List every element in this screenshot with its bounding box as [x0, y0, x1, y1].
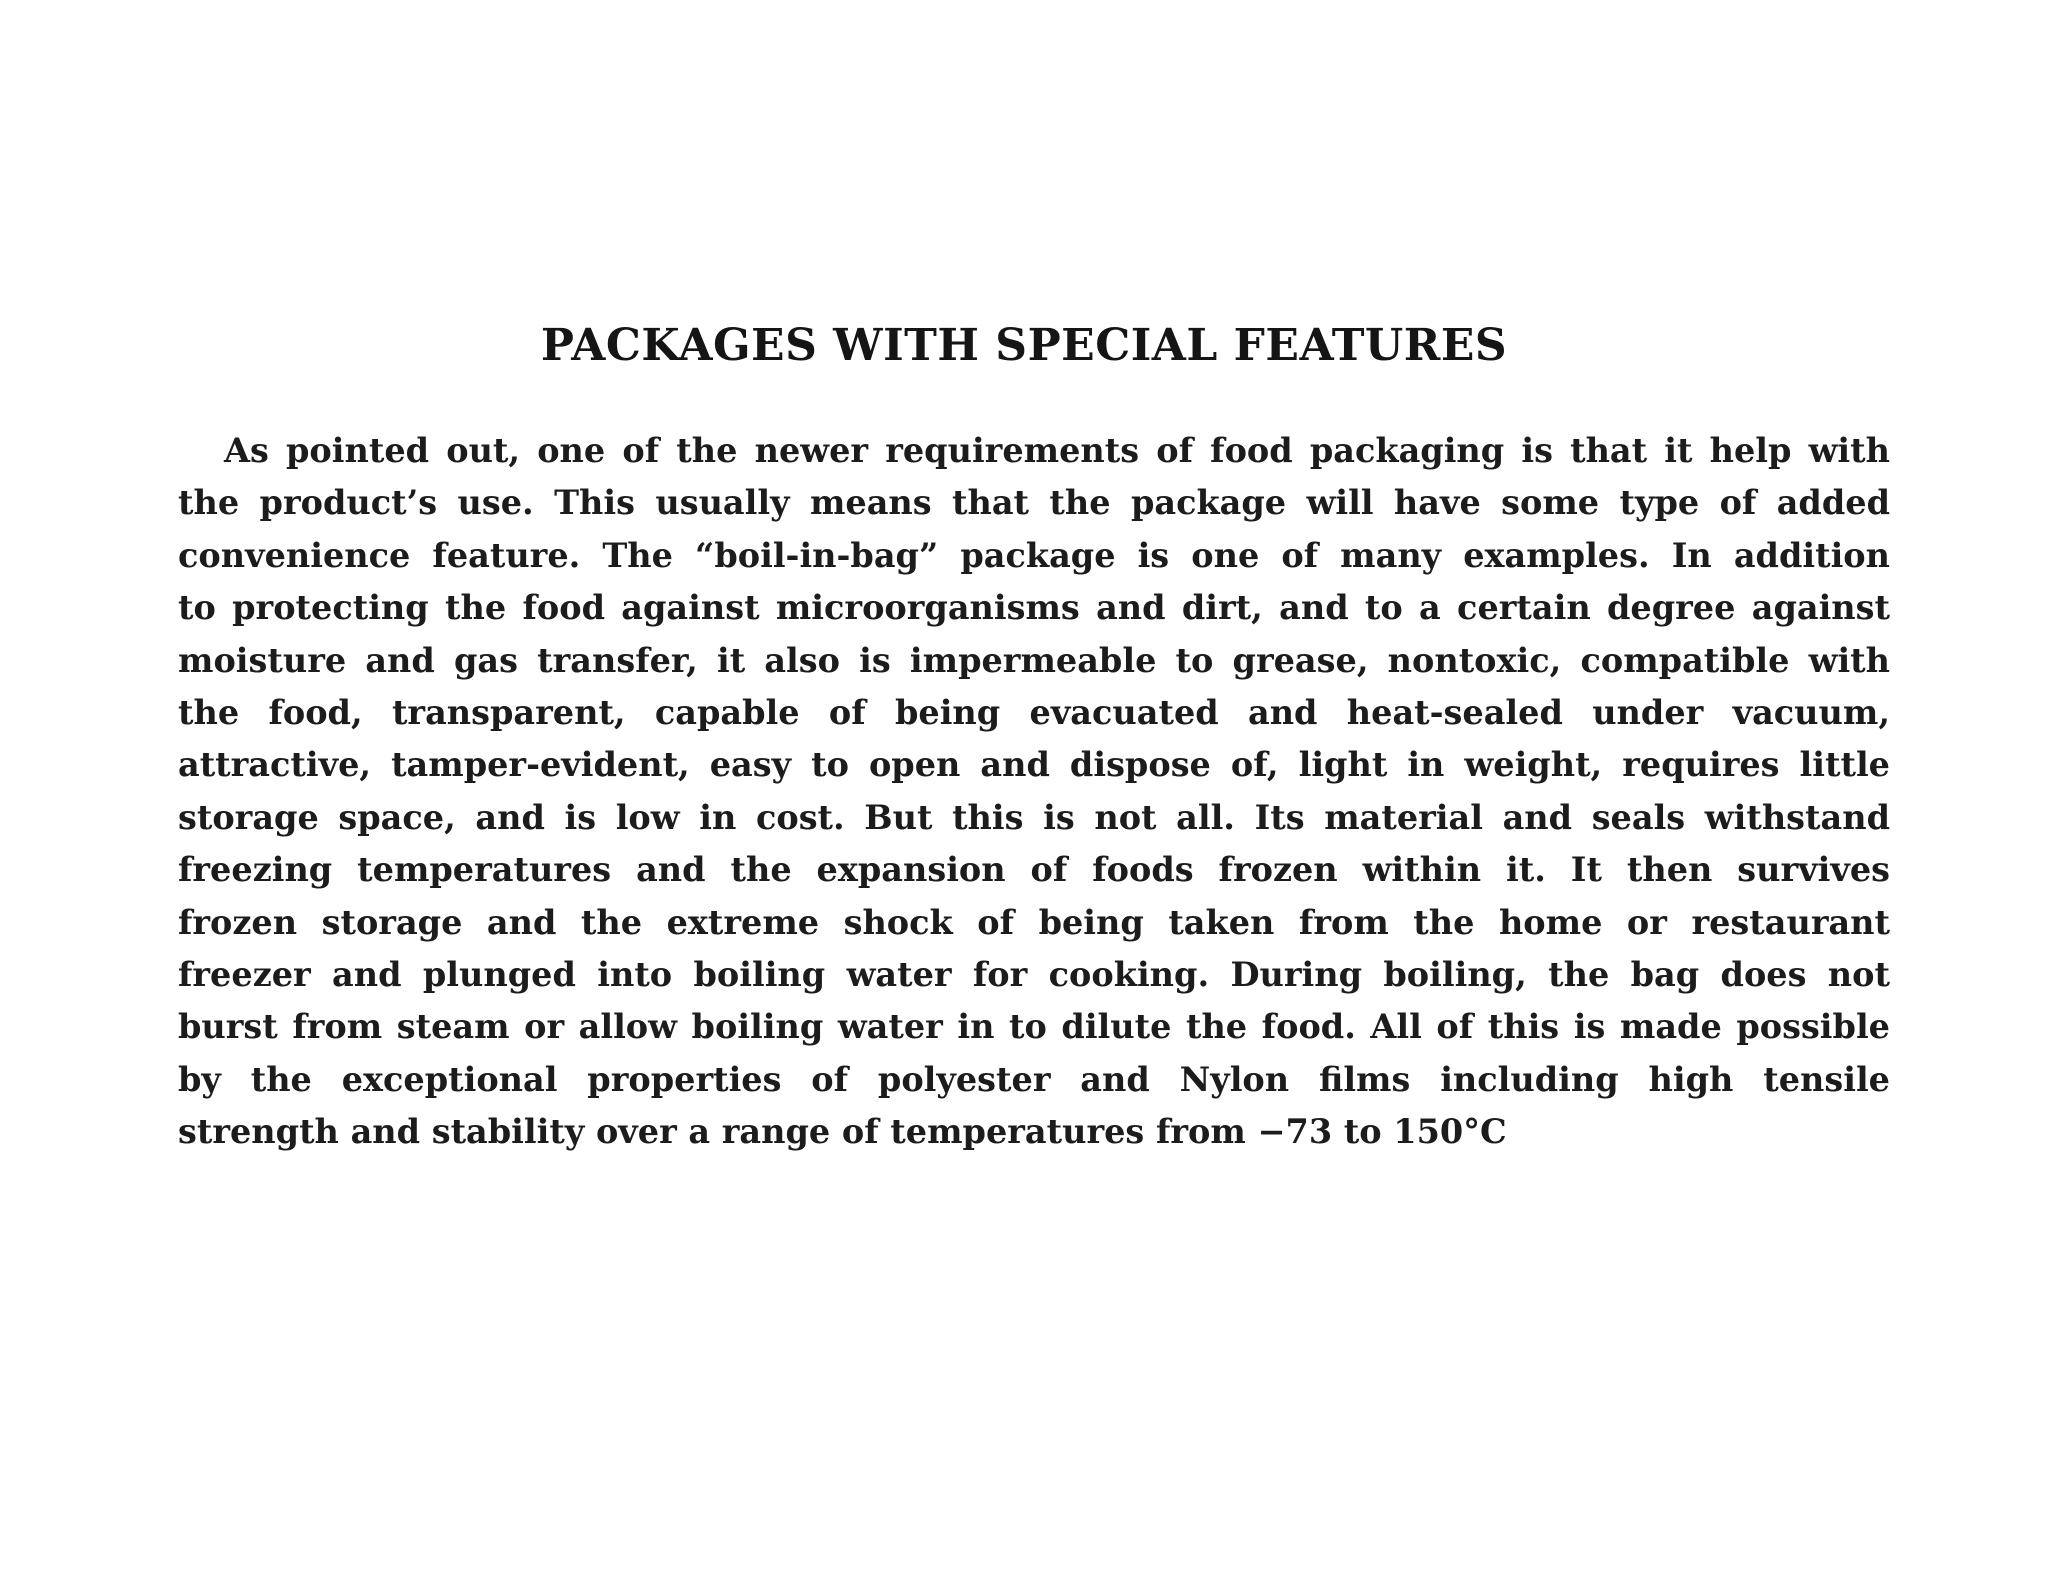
paragraph-line: burst from steam or allow boiling water in to dilute the food. All of this is made possible: [178, 1007, 1890, 1047]
paragraph-line: attractive, tamper-evident, easy to open and dispose of, light in weight, requires little: [178, 745, 1890, 785]
paragraph-line: to protecting the food against microorganisms and dirt, and to a certain degree against: [178, 588, 1890, 628]
paragraph-line: by the exceptional properties of polyester and Nylon films including high tensile: [178, 1059, 1890, 1099]
paragraph-line: the food, transparent, capable of being evacuated and heat-sealed under vacuum,: [178, 692, 1890, 732]
paragraph-line: freezing temperatures and the expansion of foods frozen within it. It then survives: [178, 850, 1890, 890]
paragraph-line: frozen storage and the extreme shock of being taken from the home or restaurant: [178, 902, 1890, 942]
paragraph-line: moisture and gas transfer, it also is impermeable to grease, nontoxic, compatible with: [178, 640, 1890, 680]
paragraph-line: storage space, and is low in cost. But this is not all. Its material and seals withstand: [178, 797, 1890, 837]
paragraph-line: the product’s use. This usually means that the package will have some type of added: [178, 483, 1890, 523]
paragraph-line: As pointed out, one of the newer requirements of food packaging is that it help with: [224, 431, 1890, 470]
paragraph-line: strength and stability over a range of temperatures from −73 to 150°C: [178, 1112, 1507, 1152]
page-heading: PACKAGES WITH SPECIAL FEATURES: [540, 320, 1508, 371]
paragraph-line: freezer and plunged into boiling water for cooking. During boiling, the bag does not: [178, 954, 1890, 994]
paragraph-line: convenience feature. The “boil-in-bag” package is one of many examples. In addition: [178, 535, 1890, 575]
body-paragraph: [178, 425, 1890, 1158]
